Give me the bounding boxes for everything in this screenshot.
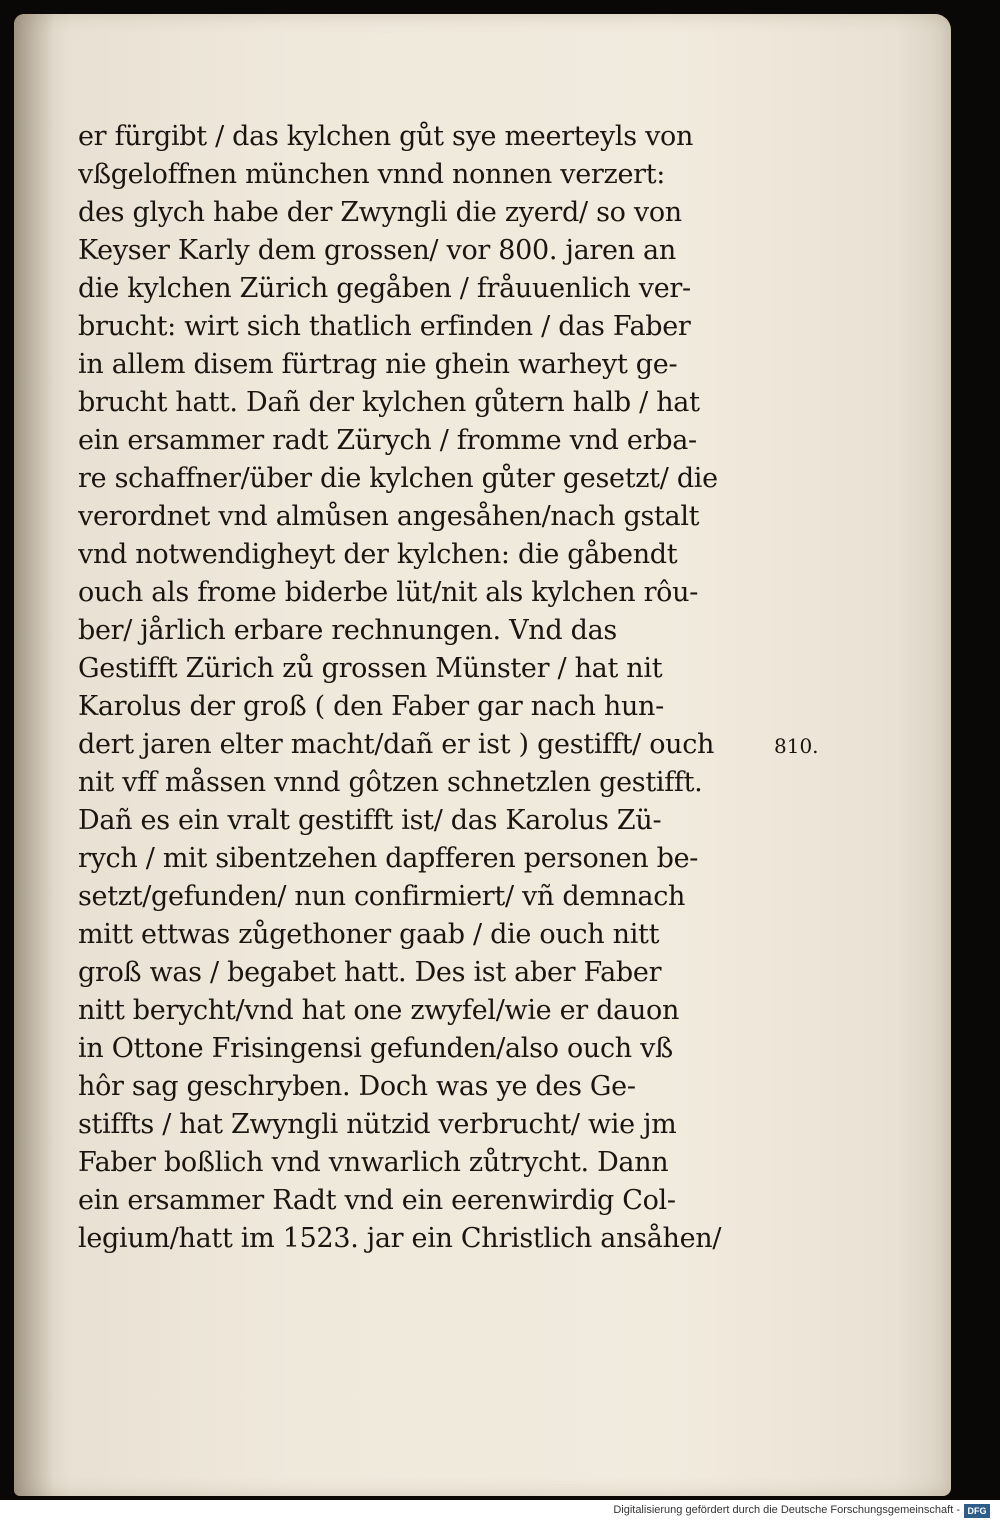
book-page	[14, 14, 951, 1496]
text-line: Gestifft Zürich zů grossen Münster / hat nit	[78, 653, 663, 684]
text-line: in Ottone Frisingensi gefunden/also ouch vß	[78, 1033, 673, 1064]
text-line: er fürgibt / das kylchen gůt sye meerteyls von	[78, 121, 694, 152]
dfg-logo-icon: DFG	[964, 1504, 990, 1518]
text-line: des glych habe der Zwyngli die zyerd/ so von	[78, 197, 682, 228]
text-line: legium/hatt im 1523. jar ein Christlich ansåhen/	[78, 1223, 722, 1254]
text-line: nitt berycht/vnd hat one zwyfel/wie er dauon	[78, 995, 680, 1026]
text-line: ouch als frome biderbe lüt/nit als kylchen rôu-	[78, 577, 699, 608]
page-gutter	[14, 14, 54, 1496]
text-line: brucht: wirt sich thatlich erfinden / das Faber	[78, 311, 691, 342]
text-line: vßgeloffnen münchen vnnd nonnen verzert:	[78, 159, 666, 190]
text-line: Dañ es ein vralt gestifft ist/ das Karolus Zü-	[78, 805, 662, 836]
text-line: nit vff måssen vnnd gôtzen schnetzlen gestifft.	[78, 767, 703, 798]
text-line: verordnet vnd almůsen angesåhen/nach gstalt	[78, 501, 700, 532]
text-line: setzt/gefunden/ nun confirmiert/ vñ demnach	[78, 881, 686, 912]
footer-credit: Digitalisierung gefördert durch die Deutsche Forschungsgemeinschaft -	[613, 1504, 960, 1516]
body-text	[78, 118, 778, 1258]
text-line: ein ersammer radt Zürych / fromme vnd erba-	[78, 425, 697, 456]
text-line: re schaffner/über die kylchen gůter gesetzt/ die	[78, 463, 718, 494]
text-line: Faber boßlich vnd vnwarlich zůtrycht. Dann	[78, 1147, 669, 1178]
text-line: ein ersammer Radt vnd ein eerenwirdig Col-	[78, 1185, 676, 1216]
text-line: stiffts / hat Zwyngli nützid verbrucht/ wie jm	[78, 1109, 677, 1140]
text-line: brucht hatt. Dañ der kylchen gůtern halb / hat	[78, 387, 700, 418]
text-line: rych / mit sibentzehen dapfferen personen be-	[78, 843, 699, 874]
text-line: dert jaren elter macht/dañ er ist ) gestifft/ ouch	[78, 729, 715, 760]
text-line: groß was / begabet hatt. Des ist aber Faber	[78, 957, 662, 988]
text-line: in allem disem fürtrag nie ghein warheyt ge-	[78, 349, 678, 380]
text-line: vnd notwendigheyt der kylchen: die gåbendt	[78, 539, 678, 570]
text-line: ber/ jårlich erbare rechnungen. Vnd das	[78, 615, 617, 646]
footer-bar	[0, 1500, 1000, 1523]
text-line: mitt ettwas zůgethoner gaab / die ouch nitt	[78, 919, 660, 950]
text-line: Karolus der groß ( den Faber gar nach hun-	[78, 691, 664, 722]
text-line: hôr sag geschryben. Doch was ye des Ge-	[78, 1071, 636, 1102]
text-line: die kylchen Zürich gegåben / fråuuenlich ver-	[78, 273, 691, 304]
marginal-page-number: 810.	[774, 734, 819, 758]
text-line: Keyser Karly dem grossen/ vor 800. jaren an	[78, 235, 676, 266]
